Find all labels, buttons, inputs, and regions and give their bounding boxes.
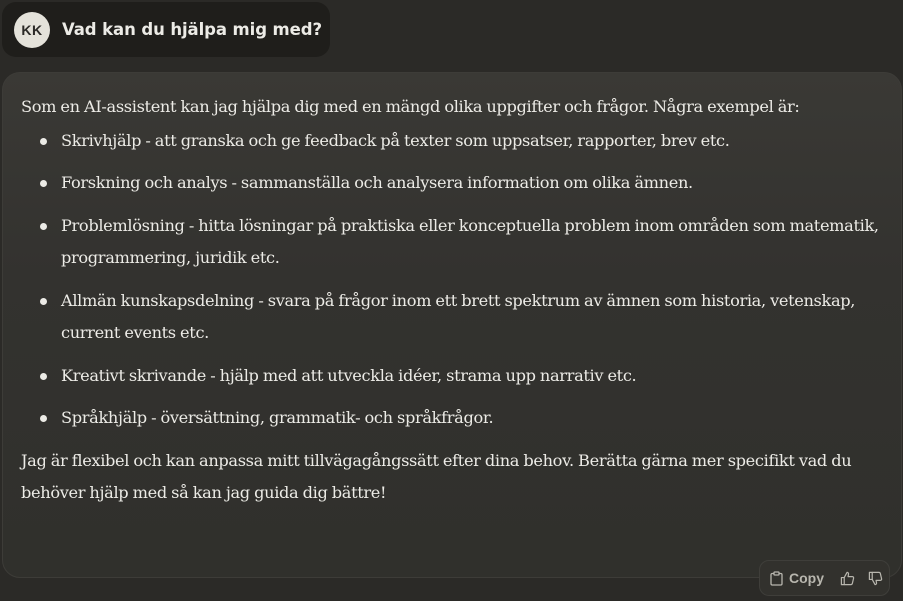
list-item: [21, 210, 881, 275]
user-message-bubble: [2, 2, 330, 57]
user-avatar: KK: [14, 12, 50, 48]
response-list: [21, 125, 881, 435]
list-item-text: Skrivhjälp - att granska och ge feedback på texter som uppsatser, rapporter, brev etc.: [61, 130, 730, 150]
list-item: [21, 285, 881, 350]
bullet-icon: [40, 298, 47, 305]
bullet-icon: [40, 180, 47, 187]
response-body: [21, 91, 881, 510]
bullet-icon: [40, 373, 47, 380]
thumbs-up-icon: [840, 571, 855, 586]
thumbs-down-icon: [868, 571, 883, 586]
list-item-text: Kreativt skrivande - hjälp med att utveckla idéer, strama upp narrativ etc.: [61, 365, 637, 385]
clipboard-icon: [770, 571, 783, 586]
copy-label: Copy: [789, 570, 824, 586]
list-item-text: Forskning och analys - sammanställa och analysera information om olika ämnen.: [61, 173, 693, 192]
bullet-icon: [40, 223, 47, 230]
list-item: [21, 360, 881, 393]
list-item-text: Språkhjälp - översättning, grammatik- och språkfrågor.: [61, 408, 494, 427]
user-message-text: Vad kan du hjälpa mig med?: [62, 20, 322, 39]
thumbs-down-button[interactable]: [864, 567, 886, 589]
response-action-bar: [759, 560, 890, 596]
bullet-icon: [40, 138, 47, 145]
thumbs-up-button[interactable]: [836, 567, 858, 589]
list-item: [21, 402, 881, 435]
bullet-icon: [40, 415, 47, 422]
list-item-text: Problemlösning - hitta lösningar på praktiska eller konceptuella problem inom områden som matematik, programmering, juridik etc.: [61, 215, 879, 267]
assistant-response-card: [2, 72, 902, 578]
list-item: [21, 125, 881, 158]
copy-button[interactable]: [770, 570, 824, 586]
response-intro: Som en AI-assistent kan jag hjälpa dig med en mängd olika uppgifter och frågor. Några exempel är:: [21, 97, 800, 116]
list-item: [21, 167, 881, 200]
response-outro: Jag är flexibel och kan anpassa mitt tillvägagångssätt efter dina behov. Berätta gärna mer specifikt vad du behöver hjälp med så kan jag guida dig bättre!: [21, 450, 852, 502]
list-item-text: Allmän kunskapsdelning - svara på frågor inom ett brett spektrum av ämnen som historia, vetenskap, current events etc.: [61, 290, 856, 342]
